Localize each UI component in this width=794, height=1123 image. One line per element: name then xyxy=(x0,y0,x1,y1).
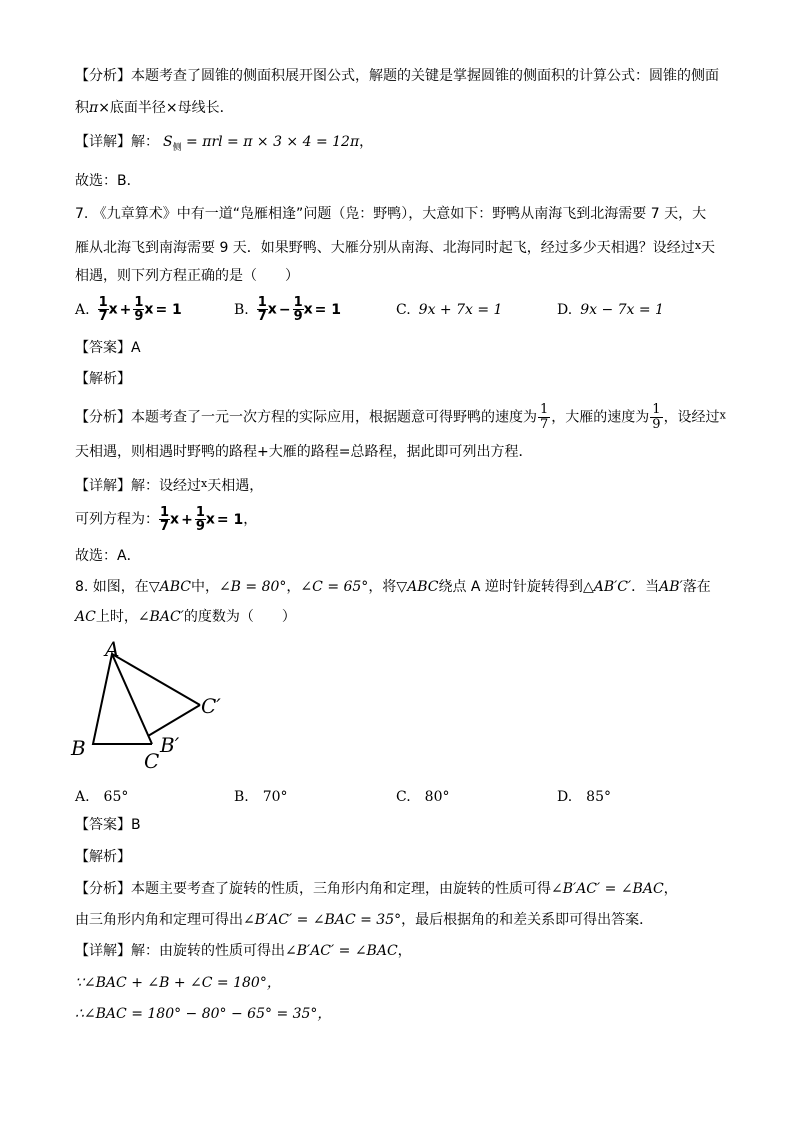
q8-stem-text-2a: 上时， xyxy=(95,609,138,625)
q8-side-ac-prime xyxy=(112,654,200,705)
q7-option-c xyxy=(396,302,502,318)
q7-analysis-text-1a: 本题考查了一元一次方程的实际应用，根据题意可得野鸭的速度为 xyxy=(131,409,537,426)
q7-a-plus: + xyxy=(119,301,132,318)
q7-option-c-eq: 9x + 7x = 1 xyxy=(418,302,503,318)
q7-stem-text-2-end: 天 xyxy=(701,240,716,256)
q8-analysis-eq-2: ∠B′AC′ = ∠BAC = 35° xyxy=(243,912,402,928)
q7-stem-line-3: 相遇，则下列方程正确的是（ ） xyxy=(75,268,299,284)
q8-stem-text-1d: 绕点 A 逆时针旋转得到 xyxy=(438,579,583,595)
q6-detail-s-sub: 侧 xyxy=(172,143,182,153)
q8-detail-eq-1: ∠B′AC′ = ∠BAC xyxy=(285,943,398,959)
q7-detail-frac-1-7: $\frac{1}{7}$ xyxy=(160,505,170,534)
q7-b-frac-1-9: $\frac{1}{9}$ xyxy=(293,295,303,324)
q6-analysis-line-1 xyxy=(75,66,719,86)
q7-a-x2: x xyxy=(144,301,154,318)
q6-choose: 故选：B． xyxy=(75,173,141,189)
q7-analysis-line-2: 天相遇，则相遇时野鸭的路程+大雁的路程=总路程，据此即可列出方程． xyxy=(75,444,533,460)
q8-stem-text-2b: 的度数为（ ） xyxy=(183,609,296,625)
q8-ac: AC xyxy=(75,609,96,625)
q8-analysis-eq-1: ∠B′AC′ = ∠BAC xyxy=(551,881,664,897)
q7-b-eq: = 1 xyxy=(314,301,341,318)
q8-stem-text-1f: 落在 xyxy=(682,579,711,595)
q8-analysis-text-1a: 本题主要考查了旋转的性质，三角形内角和定理，由旋转的性质可得 xyxy=(131,881,551,897)
q8-tri-abc-2: ▽ABC xyxy=(396,579,439,595)
q7-detail-line-1 xyxy=(75,474,263,496)
q8-angle-b: ∠B = 80° xyxy=(218,579,287,595)
q8-label-b: B xyxy=(71,736,86,760)
q7-analysis-frac-1-7: $\frac{1}{7}$ xyxy=(540,402,549,432)
q7-detail-x: x xyxy=(201,477,208,490)
q8-stem-text-1e: ．当 xyxy=(631,579,660,595)
q8-detail-line-2: ∵∠BAC + ∠B + ∠C = 180°， xyxy=(75,975,281,991)
q7-frac-1-7: $\frac{1}{7}$ xyxy=(98,295,108,324)
q8-label-b-prime: B′ xyxy=(160,733,180,757)
q7-detail-end: ， xyxy=(243,511,258,528)
q7-option-a xyxy=(75,296,182,323)
q7-detail-x2: x xyxy=(205,511,215,528)
q7-detail-text-1a: 解：设经过 xyxy=(131,478,201,494)
q7-option-a-label: A. xyxy=(75,301,90,318)
q7-option-b xyxy=(234,296,341,323)
q8-option-a: A. 65° xyxy=(75,789,129,805)
q7-stem-line-1: 7. 《九章算术》中有一道“凫雁相逢”问题（凫：野鸭），大意如下：野鸭从南海飞到北海需要 7 天，大 xyxy=(75,206,707,222)
q8-angle-bac-prime: ∠BAC′ xyxy=(137,609,184,625)
q7-detail-eq: = 1 xyxy=(216,511,244,528)
q7-analysis-tag: 【分析】 xyxy=(75,409,131,426)
q7-choose: 故选：A． xyxy=(75,548,141,564)
q8-detail-line-1 xyxy=(75,941,412,961)
q7-jiexi: 【解析】 xyxy=(75,371,131,387)
q8-detail-tag: 【详解】 xyxy=(75,943,131,959)
q7-option-d xyxy=(557,302,664,318)
q8-stem-text-1b: 中， xyxy=(190,579,219,595)
q7-detail-frac-1-9: $\frac{1}{9}$ xyxy=(195,505,205,534)
q7-detail-line-2 xyxy=(75,506,257,533)
q6-analysis-text-2c: ×底面半径×母线长． xyxy=(98,100,234,116)
q7-frac-1-9: $\frac{1}{9}$ xyxy=(134,295,144,324)
q8-jiexi: 【解析】 xyxy=(75,849,131,865)
q8-sep: ， xyxy=(286,579,301,595)
q8-option-c: C. 80° xyxy=(396,789,450,805)
q8-triangle-abc xyxy=(93,654,152,744)
q8-analysis-text-1c: ， xyxy=(663,881,678,897)
q8-detail-text-1a: 解：由旋转的性质可得出 xyxy=(131,943,285,959)
q6-detail-line xyxy=(75,132,373,158)
q7-analysis-x: x xyxy=(719,408,726,422)
q7-a-x1: x xyxy=(108,301,118,318)
q8-stem-line-2 xyxy=(75,607,296,627)
q7-detail-plus: + xyxy=(181,511,193,528)
q7-detail-text-2: 可列方程为： xyxy=(75,511,159,528)
q8-side-b-prime-c-prime xyxy=(148,705,200,736)
q7-b-x2: x xyxy=(303,301,313,318)
q7-detail-tag: 【详解】 xyxy=(75,478,131,494)
q8-angle-c: ∠C = 65° xyxy=(300,579,369,595)
q8-stem-text-1a: 8. 如图，在 xyxy=(75,579,149,595)
q7-stem-x: x xyxy=(694,239,702,252)
q6-pi-symbol: π xyxy=(89,100,99,116)
q8-analysis-text-2a: 由三角形内角和定理可得出 xyxy=(75,912,243,928)
q6-analysis-tag: 【分析】 xyxy=(75,68,131,84)
q7-a-eq: = 1 xyxy=(155,301,182,318)
q8-analysis-text-2c: ，最后根据角的和差关系即可得出答案． xyxy=(401,912,654,928)
q8-option-b: B. 70° xyxy=(234,789,288,805)
q7-option-b-label: B. xyxy=(234,301,249,318)
q7-answer: 【答案】A xyxy=(75,340,141,356)
q8-stem-text-1c: ，将 xyxy=(368,579,397,595)
q6-detail-prefix: 解： xyxy=(131,134,159,150)
q7-analysis-text-1c: ，设经过 xyxy=(663,409,720,426)
q8-rotation-figure xyxy=(60,630,250,780)
q7-stem-text-2: 雁从北海飞到南海需要 9 天．如果野鸭、大雁分别从南海、北海同时起飞，经过多少天相遇？设经过 xyxy=(75,240,695,256)
q8-analysis-line-1 xyxy=(75,879,678,899)
q6-detail-end: ， xyxy=(359,134,374,150)
q7-detail-x1: x xyxy=(170,511,180,528)
q8-label-a: A xyxy=(105,637,120,661)
q7-detail-text-1b: 天相遇， xyxy=(207,478,264,494)
q8-tri-abc: ▽ABC xyxy=(148,579,191,595)
q7-b-minus: − xyxy=(278,301,291,318)
q8-analysis-line-2 xyxy=(75,910,653,930)
q7-option-d-eq: 9x − 7x = 1 xyxy=(580,302,664,318)
q6-detail-formula: = πrl = π × 3 × 4 = 12π xyxy=(181,134,360,150)
q7-analysis-frac-1-9: $\frac{1}{9}$ xyxy=(652,402,661,432)
q8-label-c: C xyxy=(144,749,160,773)
q7-analysis-text-1b: ，大雁的速度为 xyxy=(551,409,650,426)
q8-detail-line-3: ∴∠BAC = 180° − 80° − 65° = 35°， xyxy=(75,1006,332,1022)
q6-detail-s: S xyxy=(163,134,173,150)
q7-option-d-label: D. xyxy=(557,302,573,318)
q8-option-d: D. 85° xyxy=(557,789,611,805)
q7-b-frac-1-7: $\frac{1}{7}$ xyxy=(257,295,267,324)
q6-analysis-text-2a: 积 xyxy=(75,100,89,116)
q8-answer: 【答案】B xyxy=(75,817,141,833)
q8-ab-prime: AB′ xyxy=(659,579,683,595)
q6-detail-tag: 【详解】 xyxy=(75,134,131,150)
q7-analysis-line-1 xyxy=(75,403,726,432)
q7-option-c-label: C. xyxy=(396,302,411,318)
q7-b-x1: x xyxy=(267,301,277,318)
q8-detail-text-1c: ， xyxy=(397,943,412,959)
q7-stem-line-2 xyxy=(75,236,715,258)
q8-analysis-tag: 【分析】 xyxy=(75,881,131,897)
q8-stem-line-1 xyxy=(75,577,711,597)
q6-analysis-line-2 xyxy=(75,98,234,118)
q8-tri-abc-prime: △AB′C′ xyxy=(582,579,632,595)
q6-analysis-text-1: 本题考查了圆锥的侧面积展开图公式，解题的关键是掌握圆锥的侧面积的计算公式：圆锥的侧面 xyxy=(131,68,719,84)
q8-label-c-prime: C′ xyxy=(201,694,221,718)
